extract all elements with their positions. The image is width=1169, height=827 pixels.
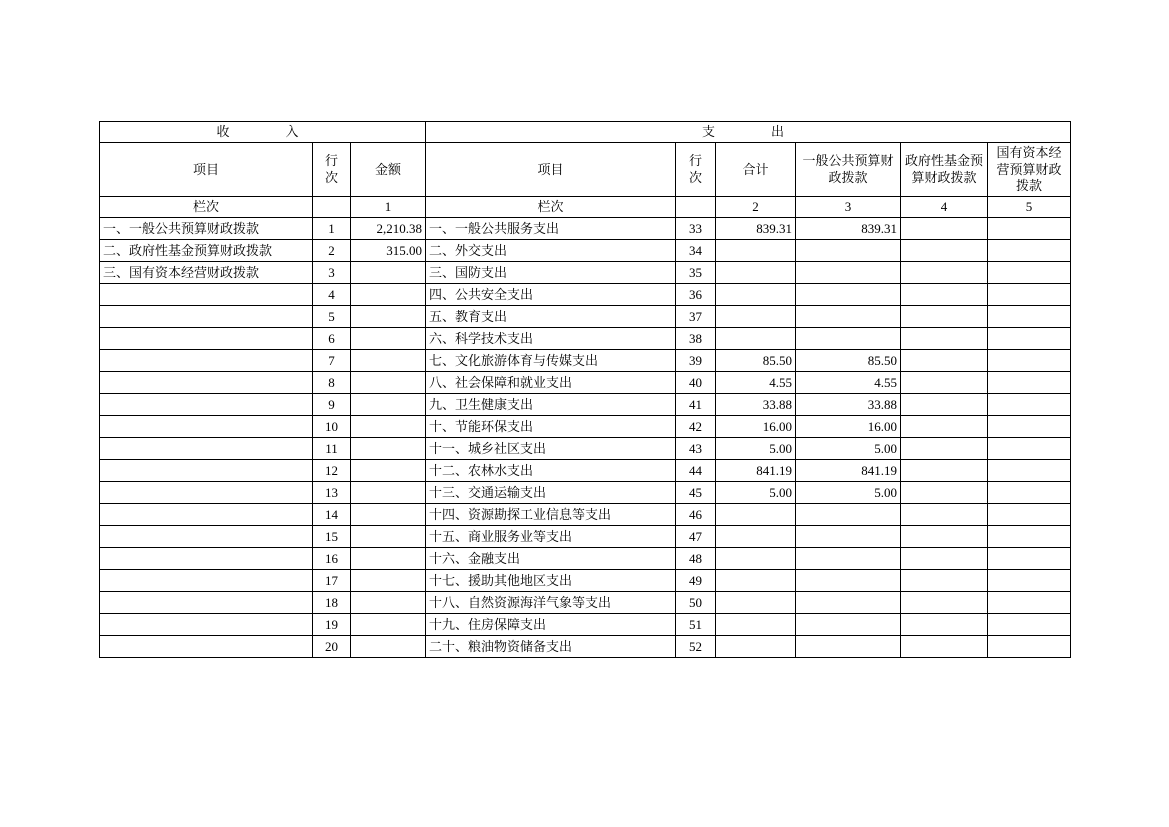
table-row	[100, 438, 1071, 460]
table-row	[100, 548, 1071, 570]
income-amount	[351, 262, 426, 284]
expense-state-capital	[988, 328, 1071, 350]
expense-general-public	[796, 262, 901, 284]
lanci-blank-income-rowno	[313, 197, 351, 218]
expense-item: 三、国防支出	[426, 262, 676, 284]
expense-state-capital-header: 国有资本经营预算财政拨款	[988, 143, 1071, 197]
expense-state-capital	[988, 636, 1071, 658]
expense-rowno: 33	[676, 218, 716, 240]
income-item-header: 项目	[100, 143, 313, 197]
expense-gov-fund	[901, 240, 988, 262]
income-amount	[351, 306, 426, 328]
income-item: 一、一般公共预算财政拨款	[100, 218, 313, 240]
expense-gov-fund	[901, 526, 988, 548]
expense-item: 二十、粮油物资储备支出	[426, 636, 676, 658]
income-rowno: 19	[313, 614, 351, 636]
table-row	[100, 416, 1071, 438]
expense-gov-fund	[901, 460, 988, 482]
income-item	[100, 350, 313, 372]
expense-item: 十一、城乡社区支出	[426, 438, 676, 460]
expense-item: 十四、资源勘探工业信息等支出	[426, 504, 676, 526]
table-row	[100, 592, 1071, 614]
expense-total	[716, 592, 796, 614]
expense-total	[716, 570, 796, 592]
income-rowno-header	[313, 143, 351, 197]
income-rowno: 16	[313, 548, 351, 570]
table-row	[100, 614, 1071, 636]
expense-item: 十五、商业服务业等支出	[426, 526, 676, 548]
table-row	[100, 284, 1071, 306]
income-amount	[351, 482, 426, 504]
lanci-blank-expense-rowno	[676, 197, 716, 218]
income-item	[100, 372, 313, 394]
income-item	[100, 284, 313, 306]
income-item	[100, 438, 313, 460]
expense-general-public: 5.00	[796, 438, 901, 460]
income-amount	[351, 416, 426, 438]
expense-state-capital	[988, 218, 1071, 240]
expense-item: 九、卫生健康支出	[426, 394, 676, 416]
expense-gov-fund	[901, 636, 988, 658]
income-amount-header: 金额	[351, 143, 426, 197]
expense-total: 839.31	[716, 218, 796, 240]
lanci-general-public: 3	[796, 197, 901, 218]
expense-item: 七、文化旅游体育与传媒支出	[426, 350, 676, 372]
income-rowno: 8	[313, 372, 351, 394]
expense-gov-fund	[901, 438, 988, 460]
income-rowno: 12	[313, 460, 351, 482]
income-item	[100, 570, 313, 592]
expense-total	[716, 504, 796, 526]
income-amount	[351, 460, 426, 482]
income-item	[100, 526, 313, 548]
expense-rowno: 42	[676, 416, 716, 438]
expense-general-public	[796, 328, 901, 350]
expense-rowno: 48	[676, 548, 716, 570]
expense-general-public: 33.88	[796, 394, 901, 416]
income-amount	[351, 504, 426, 526]
income-amount	[351, 614, 426, 636]
expense-total: 16.00	[716, 416, 796, 438]
expense-total	[716, 636, 796, 658]
income-amount	[351, 526, 426, 548]
table-row	[100, 262, 1071, 284]
expense-gov-fund	[901, 592, 988, 614]
expense-gov-fund	[901, 504, 988, 526]
table-row	[100, 372, 1071, 394]
income-item	[100, 614, 313, 636]
expense-total-header: 合计	[716, 143, 796, 197]
budget-table	[99, 121, 1071, 658]
income-rowno: 6	[313, 328, 351, 350]
expense-total: 5.00	[716, 438, 796, 460]
expense-gov-fund	[901, 218, 988, 240]
expense-total	[716, 284, 796, 306]
expense-item: 二、外交支出	[426, 240, 676, 262]
lanci-total: 2	[716, 197, 796, 218]
expense-general-public: 4.55	[796, 372, 901, 394]
income-amount: 315.00	[351, 240, 426, 262]
lanci-gov-fund: 4	[901, 197, 988, 218]
expense-total: 5.00	[716, 482, 796, 504]
expense-state-capital	[988, 504, 1071, 526]
expense-gov-fund	[901, 350, 988, 372]
income-amount	[351, 548, 426, 570]
expense-rowno: 49	[676, 570, 716, 592]
expense-total	[716, 240, 796, 262]
expense-total	[716, 526, 796, 548]
expense-state-capital	[988, 592, 1071, 614]
expense-general-public	[796, 614, 901, 636]
table-row	[100, 460, 1071, 482]
expense-gov-fund-header: 政府性基金预算财政拨款	[901, 143, 988, 197]
income-amount	[351, 438, 426, 460]
table-row	[100, 240, 1071, 262]
expense-gov-fund	[901, 328, 988, 350]
income-amount	[351, 350, 426, 372]
expense-total	[716, 614, 796, 636]
income-item	[100, 460, 313, 482]
expense-state-capital	[988, 284, 1071, 306]
expense-general-public: 839.31	[796, 218, 901, 240]
expense-state-capital	[988, 570, 1071, 592]
expense-state-capital	[988, 460, 1071, 482]
expense-item-header: 项目	[426, 143, 676, 197]
expense-total	[716, 306, 796, 328]
expense-state-capital	[988, 350, 1071, 372]
income-amount	[351, 570, 426, 592]
expense-item: 十九、住房保障支出	[426, 614, 676, 636]
income-amount	[351, 328, 426, 350]
expense-total: 33.88	[716, 394, 796, 416]
column-header-row	[100, 143, 1071, 197]
lanci-label-income: 栏次	[100, 197, 313, 218]
income-amount	[351, 372, 426, 394]
expense-general-public	[796, 240, 901, 262]
expense-state-capital	[988, 240, 1071, 262]
expense-rowno: 38	[676, 328, 716, 350]
income-item	[100, 636, 313, 658]
expense-general-public	[796, 284, 901, 306]
expense-item: 十八、自然资源海洋气象等支出	[426, 592, 676, 614]
income-rowno: 3	[313, 262, 351, 284]
expense-rowno: 40	[676, 372, 716, 394]
income-rowno: 10	[313, 416, 351, 438]
expense-rowno: 39	[676, 350, 716, 372]
expense-rowno: 34	[676, 240, 716, 262]
expense-rowno: 43	[676, 438, 716, 460]
expense-state-capital	[988, 306, 1071, 328]
income-item	[100, 416, 313, 438]
table-row	[100, 328, 1071, 350]
expense-item: 六、科学技术支出	[426, 328, 676, 350]
income-item: 二、政府性基金预算财政拨款	[100, 240, 313, 262]
lanci-row	[100, 197, 1071, 218]
expense-general-public: 85.50	[796, 350, 901, 372]
expense-state-capital	[988, 614, 1071, 636]
income-rowno: 4	[313, 284, 351, 306]
income-item	[100, 548, 313, 570]
expense-gov-fund	[901, 548, 988, 570]
income-rowno: 1	[313, 218, 351, 240]
income-item	[100, 306, 313, 328]
expense-item: 十三、交通运输支出	[426, 482, 676, 504]
expense-general-public: 841.19	[796, 460, 901, 482]
income-rowno: 14	[313, 504, 351, 526]
expense-state-capital	[988, 548, 1071, 570]
income-rowno: 9	[313, 394, 351, 416]
income-rowno: 7	[313, 350, 351, 372]
income-amount	[351, 592, 426, 614]
income-rowno: 13	[313, 482, 351, 504]
income-amount	[351, 394, 426, 416]
income-item: 三、国有资本经营财政拨款	[100, 262, 313, 284]
expense-rowno: 52	[676, 636, 716, 658]
table-row	[100, 350, 1071, 372]
expense-gov-fund	[901, 372, 988, 394]
expense-total: 4.55	[716, 372, 796, 394]
expense-item: 八、社会保障和就业支出	[426, 372, 676, 394]
expense-state-capital	[988, 482, 1071, 504]
expense-total	[716, 328, 796, 350]
expense-rowno: 46	[676, 504, 716, 526]
income-item	[100, 504, 313, 526]
expense-general-public	[796, 526, 901, 548]
income-rowno: 18	[313, 592, 351, 614]
expense-total: 85.50	[716, 350, 796, 372]
expense-rowno: 51	[676, 614, 716, 636]
table-row	[100, 482, 1071, 504]
expense-rowno-header-text: 行次	[689, 153, 703, 185]
income-rowno: 2	[313, 240, 351, 262]
table-row	[100, 636, 1071, 658]
expense-rowno: 47	[676, 526, 716, 548]
expense-item: 五、教育支出	[426, 306, 676, 328]
income-amount: 2,210.38	[351, 218, 426, 240]
expense-rowno: 44	[676, 460, 716, 482]
expense-state-capital	[988, 262, 1071, 284]
income-rowno: 5	[313, 306, 351, 328]
expense-item: 十二、农林水支出	[426, 460, 676, 482]
expense-state-capital	[988, 416, 1071, 438]
expense-gov-fund	[901, 284, 988, 306]
table-row	[100, 218, 1071, 240]
expense-general-public	[796, 570, 901, 592]
expense-item: 十、节能环保支出	[426, 416, 676, 438]
expense-general-public-header: 一般公共预算财政拨款	[796, 143, 901, 197]
expense-general-public: 5.00	[796, 482, 901, 504]
expense-general-public	[796, 504, 901, 526]
table-row	[100, 394, 1071, 416]
expense-section-header: 支 出	[426, 122, 1071, 143]
income-amount	[351, 284, 426, 306]
table-row	[100, 570, 1071, 592]
income-rowno: 20	[313, 636, 351, 658]
income-section-header: 收 入	[100, 122, 426, 143]
expense-state-capital	[988, 372, 1071, 394]
expense-rowno: 36	[676, 284, 716, 306]
expense-rowno: 35	[676, 262, 716, 284]
income-rowno: 17	[313, 570, 351, 592]
expense-total	[716, 548, 796, 570]
expense-state-capital	[988, 526, 1071, 548]
expense-item: 十七、援助其他地区支出	[426, 570, 676, 592]
income-amount	[351, 636, 426, 658]
table-row	[100, 306, 1071, 328]
income-rowno-header-text: 行次	[325, 153, 339, 185]
income-item	[100, 394, 313, 416]
expense-gov-fund	[901, 262, 988, 284]
income-item	[100, 328, 313, 350]
expense-general-public	[796, 592, 901, 614]
expense-general-public: 16.00	[796, 416, 901, 438]
expense-gov-fund	[901, 614, 988, 636]
table-row	[100, 526, 1071, 548]
expense-gov-fund	[901, 306, 988, 328]
section-header-row	[100, 122, 1071, 143]
income-rowno: 15	[313, 526, 351, 548]
expense-state-capital	[988, 438, 1071, 460]
expense-general-public	[796, 306, 901, 328]
expense-rowno: 37	[676, 306, 716, 328]
expense-total	[716, 262, 796, 284]
expense-item: 四、公共安全支出	[426, 284, 676, 306]
expense-gov-fund	[901, 394, 988, 416]
expense-rowno: 41	[676, 394, 716, 416]
income-item	[100, 482, 313, 504]
lanci-income-amount: 1	[351, 197, 426, 218]
lanci-state-capital: 5	[988, 197, 1071, 218]
expense-state-capital	[988, 394, 1071, 416]
expense-rowno: 45	[676, 482, 716, 504]
table-row	[100, 504, 1071, 526]
expense-gov-fund	[901, 416, 988, 438]
expense-gov-fund	[901, 482, 988, 504]
expense-total: 841.19	[716, 460, 796, 482]
expense-gov-fund	[901, 570, 988, 592]
income-item	[100, 592, 313, 614]
income-rowno: 11	[313, 438, 351, 460]
expense-item: 十六、金融支出	[426, 548, 676, 570]
expense-general-public	[796, 636, 901, 658]
lanci-label-expense: 栏次	[426, 197, 676, 218]
expense-item: 一、一般公共服务支出	[426, 218, 676, 240]
expense-rowno: 50	[676, 592, 716, 614]
expense-rowno-header	[676, 143, 716, 197]
expense-general-public	[796, 548, 901, 570]
